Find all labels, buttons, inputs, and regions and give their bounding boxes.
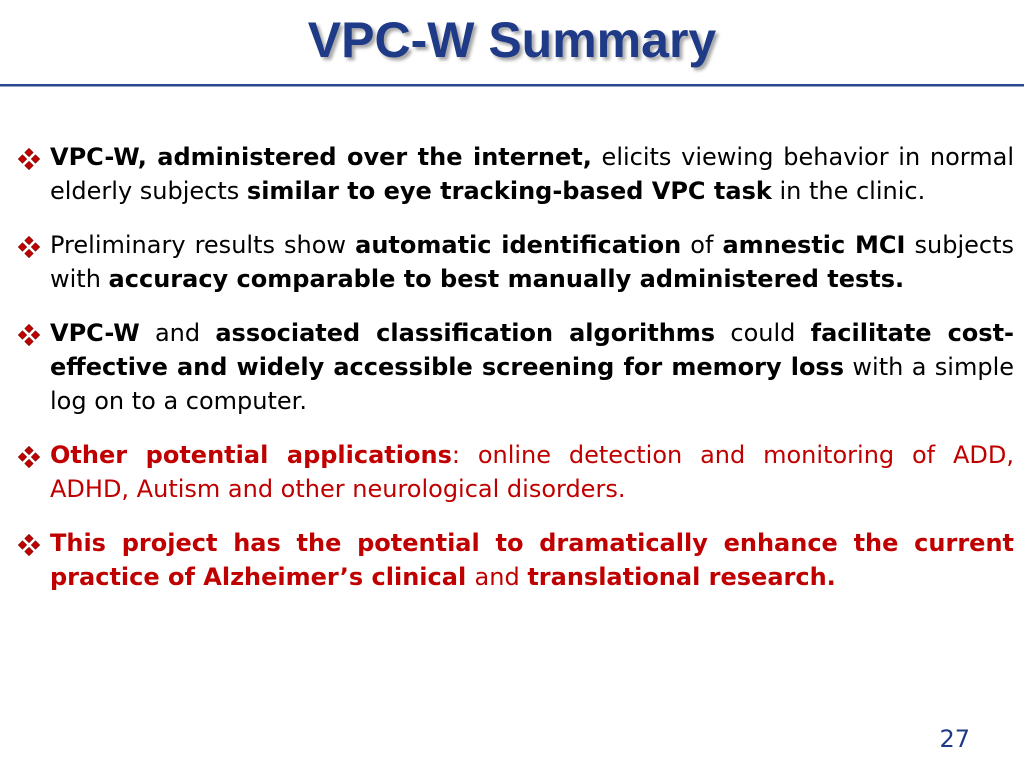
diamond-shape <box>25 161 33 169</box>
diamond-shape <box>31 541 39 549</box>
diamond-shape <box>25 324 33 332</box>
page-number: 27 <box>939 725 970 753</box>
diamond-shape <box>18 155 26 163</box>
bullet-segment: subjects with <box>50 231 1015 293</box>
diamond-shape <box>31 331 39 339</box>
diamond-shape <box>25 547 33 555</box>
bullet-segment: could <box>715 319 811 347</box>
diamond-shape <box>18 243 26 251</box>
slide-title: VPC-W Summary <box>307 12 717 68</box>
diamond-shape <box>31 155 39 163</box>
bullet-item <box>14 526 1014 594</box>
diamond-shape <box>18 453 26 461</box>
bullet-segment: translational research. <box>527 563 836 591</box>
diamond-shape <box>31 453 39 461</box>
bullet-segment: This project has the potential to dramatically enhance the current practice of Alzheimer’s clinical <box>50 529 1014 591</box>
bullet-text <box>50 529 1014 591</box>
bullet-segment: in the clinic. <box>771 177 926 205</box>
diamond-shape <box>25 337 33 345</box>
bullet-segment: VPC-W <box>50 319 140 347</box>
bullet-segment: automatic identification <box>355 231 682 259</box>
bullet-segment: amnestic MCI <box>722 231 906 259</box>
four-diamond-bullet-icon <box>18 324 40 346</box>
bullet-item <box>14 438 1014 506</box>
diamond-shape <box>25 459 33 467</box>
diamond-shape <box>25 148 33 156</box>
bullet-segment: Other potential applications <box>50 441 452 469</box>
diamond-shape <box>25 249 33 257</box>
four-diamond-bullet-icon <box>18 446 40 468</box>
bullet-text <box>50 231 1014 293</box>
diamond-shape <box>25 236 33 244</box>
bullet-segment: similar to eye tracking-based VPC task <box>246 177 772 205</box>
bullet-item <box>14 140 1014 208</box>
four-diamond-bullet-icon <box>18 236 40 258</box>
bullet-segment: of <box>681 231 723 259</box>
diamond-shape <box>18 541 26 549</box>
bullet-segment: facilitate cost-effective and widely accessible screening for memory loss <box>50 319 1015 381</box>
bullet-segment: elicits viewing behavior in normal elderly subjects <box>50 143 1015 205</box>
bullet-segment: associated classification algorithms <box>215 319 716 347</box>
bullet-item <box>14 228 1014 296</box>
bullet-segment: Preliminary results show <box>50 231 356 259</box>
bullet-list <box>14 140 1014 594</box>
four-diamond-bullet-icon <box>18 148 40 170</box>
bullet-segment: and <box>474 563 528 591</box>
bullet-segment: with a simple log on to a computer. <box>50 353 1015 415</box>
bullet-text <box>50 143 1014 205</box>
diamond-shape <box>31 243 39 251</box>
bullet-text <box>50 319 1014 415</box>
bullet-segment: and <box>139 319 216 347</box>
four-diamond-bullet-icon <box>18 534 40 556</box>
diamond-shape <box>25 534 33 542</box>
bullet-segment: accuracy comparable to best manually administered tests. <box>108 265 905 293</box>
bullet-text <box>50 441 1014 503</box>
bullet-segment: VPC-W, administered over the internet, <box>50 143 592 171</box>
title-divider <box>0 84 1024 87</box>
diamond-shape <box>18 331 26 339</box>
diamond-shape <box>25 446 33 454</box>
bullet-segment: : online detection and monitoring of ADD, ADHD, Autism and other neurological disorders. <box>50 441 1014 503</box>
bullet-item <box>14 316 1014 418</box>
